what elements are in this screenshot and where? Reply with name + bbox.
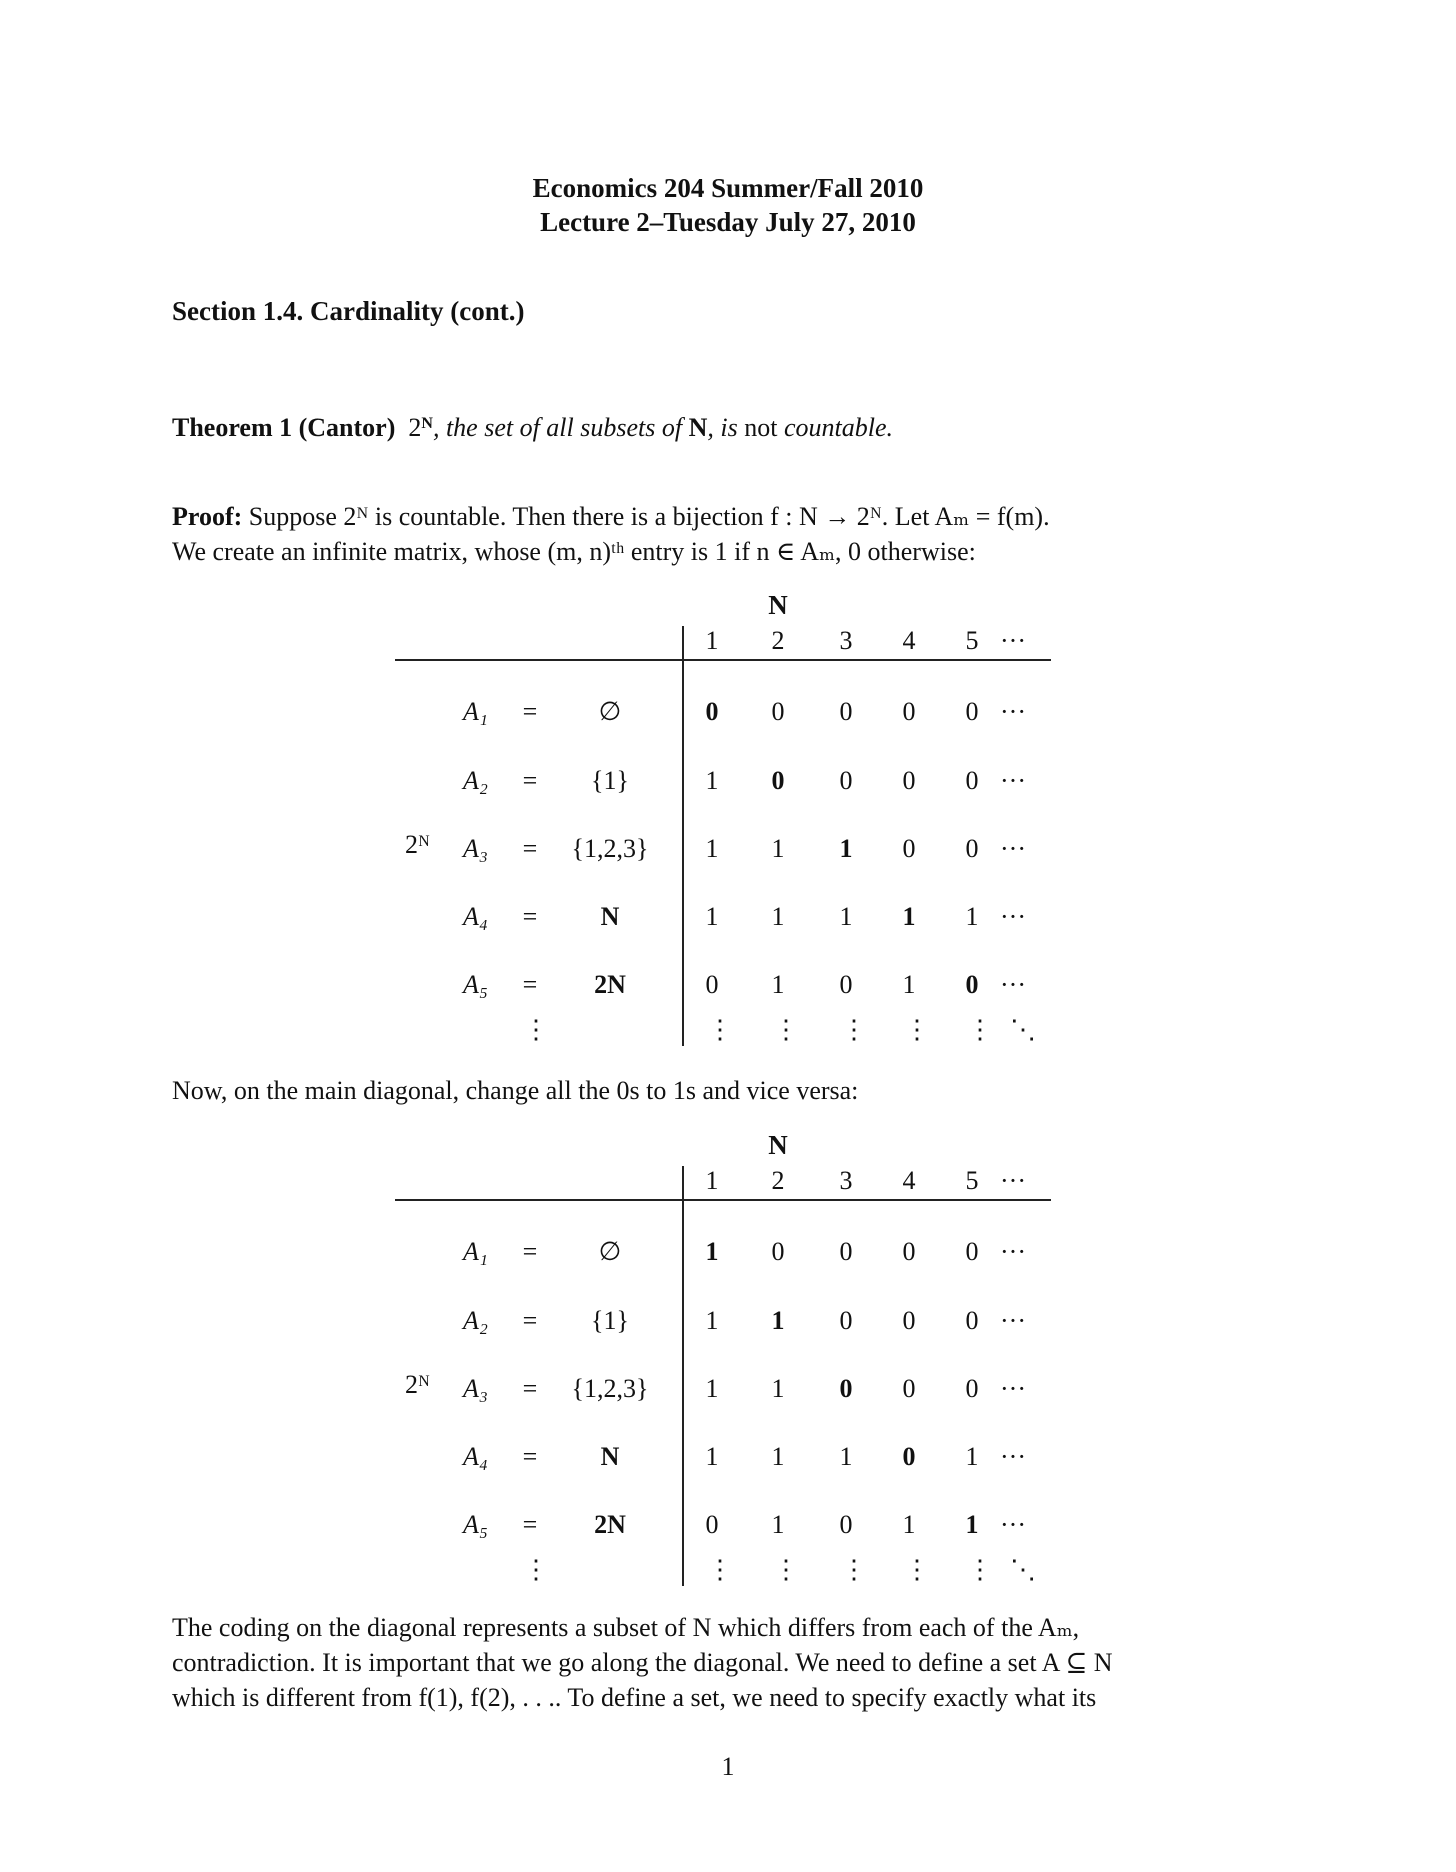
m2-row-name-2: A₂	[463, 1306, 488, 1335]
m2-vdots-col-1: ⋮	[707, 1555, 733, 1584]
closing-line-2: contradiction. It is important that we go along the diagonal. We need to define a set A ⊆ N	[172, 1648, 1113, 1677]
m2-cell-4-2: 1	[771, 1442, 785, 1471]
m1-row-set-1: ∅	[598, 697, 622, 726]
m1-cell-2-6: ···	[1000, 766, 1026, 795]
m2-col-4: 4	[902, 1166, 916, 1195]
m2-cell-4-5: 1	[965, 1442, 979, 1471]
m2-row-name-1: A₁	[463, 1237, 488, 1266]
m2-cell-1-3: 0	[839, 1237, 853, 1266]
m1-cell-3-1: 1	[705, 834, 719, 863]
m2-col-1: 1	[705, 1166, 719, 1195]
matrix-original	[0, 590, 1456, 1060]
m2-cell-4-3: 1	[839, 1442, 853, 1471]
m1-row-name-5: A₅	[463, 970, 488, 999]
m1-ddots: ⋱	[1010, 1015, 1036, 1044]
m1-vdots-col-1: ⋮	[707, 1015, 733, 1044]
m2-ddots: ⋱	[1010, 1555, 1036, 1584]
m1-cell-2-4: 0	[902, 766, 916, 795]
theorem-power: $2^N$	[408, 413, 433, 442]
m2-cell-5-6: ···	[1000, 1510, 1026, 1539]
m2-cell-1-6: ···	[1000, 1237, 1026, 1266]
m1-row-name-2: A₂	[463, 766, 488, 795]
matrix-flipped	[0, 1130, 1456, 1600]
m1-col-3: 3	[839, 626, 853, 655]
m2-row-eq-4: =	[522, 1442, 538, 1471]
m2-cell-3-5: 0	[965, 1374, 979, 1403]
title-line-2: Lecture 2–Tuesday July 27, 2010	[540, 207, 916, 237]
m1-cell-5-1: 0	[705, 970, 719, 999]
m1-row-group-label: 2ᴺ	[405, 830, 431, 859]
m1-cell-2-1: 1	[705, 766, 719, 795]
m1-cell-2-3: 0	[839, 766, 853, 795]
m2-cell-4-1: 1	[705, 1442, 719, 1471]
m2-cell-3-2: 1	[771, 1374, 785, 1403]
m1-vdots-col-5: ⋮	[967, 1015, 993, 1044]
m1-hrule	[395, 659, 1051, 661]
m1-cell-5-4: 1	[902, 970, 916, 999]
m1-col-5: 5	[965, 626, 979, 655]
m2-row-eq-1: =	[522, 1237, 538, 1266]
m2-row-set-5: 2N	[594, 1510, 626, 1539]
m2-cell-2-5: 0	[965, 1306, 979, 1335]
m1-cell-5-5: 0	[965, 970, 979, 999]
m2-cell-4-6: ···	[1000, 1442, 1026, 1471]
m2-cell-2-1: 1	[705, 1306, 719, 1335]
m2-cell-1-1: 1	[705, 1237, 719, 1266]
m2-col-3: 3	[839, 1166, 853, 1195]
m2-cell-4-4: 0	[902, 1442, 916, 1471]
m1-col-4: 4	[902, 626, 916, 655]
closing-line-1: The coding on the diagonal represents a subset of N which differs from each of the Aₘ,	[172, 1613, 1080, 1642]
m1-row-name-4: A₄	[463, 902, 488, 931]
m2-row-eq-5: =	[522, 1510, 538, 1539]
m1-cell-3-4: 0	[902, 834, 916, 863]
m1-row-eq-4: =	[522, 902, 538, 931]
theorem-text-3: countable.	[777, 413, 893, 442]
m2-row-set-1: ∅	[598, 1237, 622, 1266]
m2-cell-2-2: 1	[771, 1306, 785, 1335]
m1-cell-2-2: 0	[771, 766, 785, 795]
m1-row-set-3: {1,2,3}	[571, 834, 649, 863]
m1-cell-2-5: 0	[965, 766, 979, 795]
m2-header-N: N	[768, 1130, 788, 1160]
m2-row-name-3: A₃	[463, 1374, 488, 1403]
m1-row-eq-1: =	[522, 697, 538, 726]
diagonal-instruction: Now, on the main diagonal, change all the 0s to 1s and vice versa:	[172, 1076, 859, 1105]
m1-col-1: 1	[705, 626, 719, 655]
m1-vdots-col-4: ⋮	[904, 1015, 930, 1044]
m2-cell-3-1: 1	[705, 1374, 719, 1403]
m1-cell-1-1: 0	[705, 697, 719, 726]
m1-cell-5-2: 1	[771, 970, 785, 999]
m2-row-set-4: N	[600, 1442, 620, 1471]
page-number: 1	[721, 1752, 735, 1781]
m1-cell-1-5: 0	[965, 697, 979, 726]
m1-vdots-labels: ⋮	[523, 1015, 549, 1044]
m1-row-set-5: 2N	[594, 970, 626, 999]
m1-col-6: ···	[1000, 626, 1026, 655]
m2-cell-5-2: 1	[771, 1510, 785, 1539]
m2-row-name-4: A₄	[463, 1442, 488, 1471]
m1-cell-4-1: 1	[705, 902, 719, 931]
section-heading: Section 1.4. Cardinality (cont.)	[172, 296, 525, 326]
m2-cell-1-2: 0	[771, 1237, 785, 1266]
m1-cell-4-5: 1	[965, 902, 979, 931]
m1-row-eq-5: =	[522, 970, 538, 999]
m1-row-name-1: A₁	[463, 697, 488, 726]
m1-col-2: 2	[771, 626, 785, 655]
theorem-text-1: , the set of all subsets of	[432, 413, 689, 442]
m2-vrule	[682, 1166, 684, 1586]
m2-cell-3-4: 0	[902, 1374, 916, 1403]
m2-col-6: ···	[1000, 1166, 1026, 1195]
m2-cell-5-3: 0	[839, 1510, 853, 1539]
m2-row-set-3: {1,2,3}	[571, 1374, 649, 1403]
m2-col-2: 2	[771, 1166, 785, 1195]
m1-cell-1-6: ···	[1000, 697, 1026, 726]
m2-vdots-col-5: ⋮	[967, 1555, 993, 1584]
theorem	[172, 410, 1292, 445]
m2-cell-5-4: 1	[902, 1510, 916, 1539]
m1-cell-1-3: 0	[839, 697, 853, 726]
m2-row-group-label: 2ᴺ	[405, 1370, 431, 1399]
proof-text-1: Suppose 2ᴺ is countable. Then there is a bijection f : N → 2ᴺ. Let Aₘ = f(m).	[242, 502, 1050, 531]
m2-row-set-2: {1}	[591, 1306, 629, 1335]
m1-cell-4-6: ···	[1000, 902, 1026, 931]
m2-hrule	[395, 1199, 1051, 1201]
title-line-1: Economics 204 Summer/Fall 2010	[532, 173, 924, 203]
proof-line-2: We create an infinite matrix, whose (m, n)ᵗʰ entry is 1 if n ∈ Aₘ, 0 otherwise:	[172, 537, 976, 566]
proof-label: Proof:	[172, 502, 243, 531]
m1-cell-5-6: ···	[1000, 970, 1026, 999]
m2-cell-5-1: 0	[705, 1510, 719, 1539]
m1-row-name-3: A₃	[463, 834, 488, 863]
m2-cell-1-4: 0	[902, 1237, 916, 1266]
m2-cell-5-5: 1	[965, 1510, 979, 1539]
m2-cell-2-4: 0	[902, 1306, 916, 1335]
m2-row-eq-3: =	[522, 1374, 538, 1403]
proof-line-1	[172, 499, 1292, 534]
m1-cell-3-6: ···	[1000, 834, 1026, 863]
m1-cell-3-5: 0	[965, 834, 979, 863]
m2-cell-3-3: 0	[839, 1374, 853, 1403]
m1-vdots-col-3: ⋮	[841, 1015, 867, 1044]
theorem-N: N	[688, 413, 708, 442]
theorem-label: Theorem 1 (Cantor)	[172, 413, 396, 442]
closing-line-3: which is different from f(1), f(2), . . .. To define a set, we need to specify exactly what its	[172, 1683, 1097, 1712]
m2-cell-2-6: ···	[1000, 1306, 1026, 1335]
m2-cell-3-6: ···	[1000, 1374, 1026, 1403]
m2-row-eq-2: =	[522, 1306, 538, 1335]
theorem-text-2: , is	[707, 413, 745, 442]
m2-vdots-labels: ⋮	[523, 1555, 549, 1584]
m2-col-5: 5	[965, 1166, 979, 1195]
m2-cell-1-5: 0	[965, 1237, 979, 1266]
m1-row-set-2: {1}	[591, 766, 629, 795]
m1-cell-5-3: 0	[839, 970, 853, 999]
m1-header-N: N	[768, 590, 788, 620]
m2-vdots-col-2: ⋮	[773, 1555, 799, 1584]
m1-row-set-4: N	[600, 902, 620, 931]
m2-vdots-col-3: ⋮	[841, 1555, 867, 1584]
m2-cell-2-3: 0	[839, 1306, 853, 1335]
m1-vdots-col-2: ⋮	[773, 1015, 799, 1044]
m1-cell-1-2: 0	[771, 697, 785, 726]
m2-row-name-5: A₅	[463, 1510, 488, 1539]
m1-cell-1-4: 0	[902, 697, 916, 726]
theorem-not: not	[744, 413, 778, 442]
m1-cell-4-3: 1	[839, 902, 853, 931]
m1-row-eq-3: =	[522, 834, 538, 863]
m1-cell-3-3: 1	[839, 834, 853, 863]
m1-cell-4-4: 1	[902, 902, 916, 931]
m2-vdots-col-4: ⋮	[904, 1555, 930, 1584]
m1-cell-4-2: 1	[771, 902, 785, 931]
m1-vrule	[682, 626, 684, 1046]
m1-row-eq-2: =	[522, 766, 538, 795]
m1-cell-3-2: 1	[771, 834, 785, 863]
